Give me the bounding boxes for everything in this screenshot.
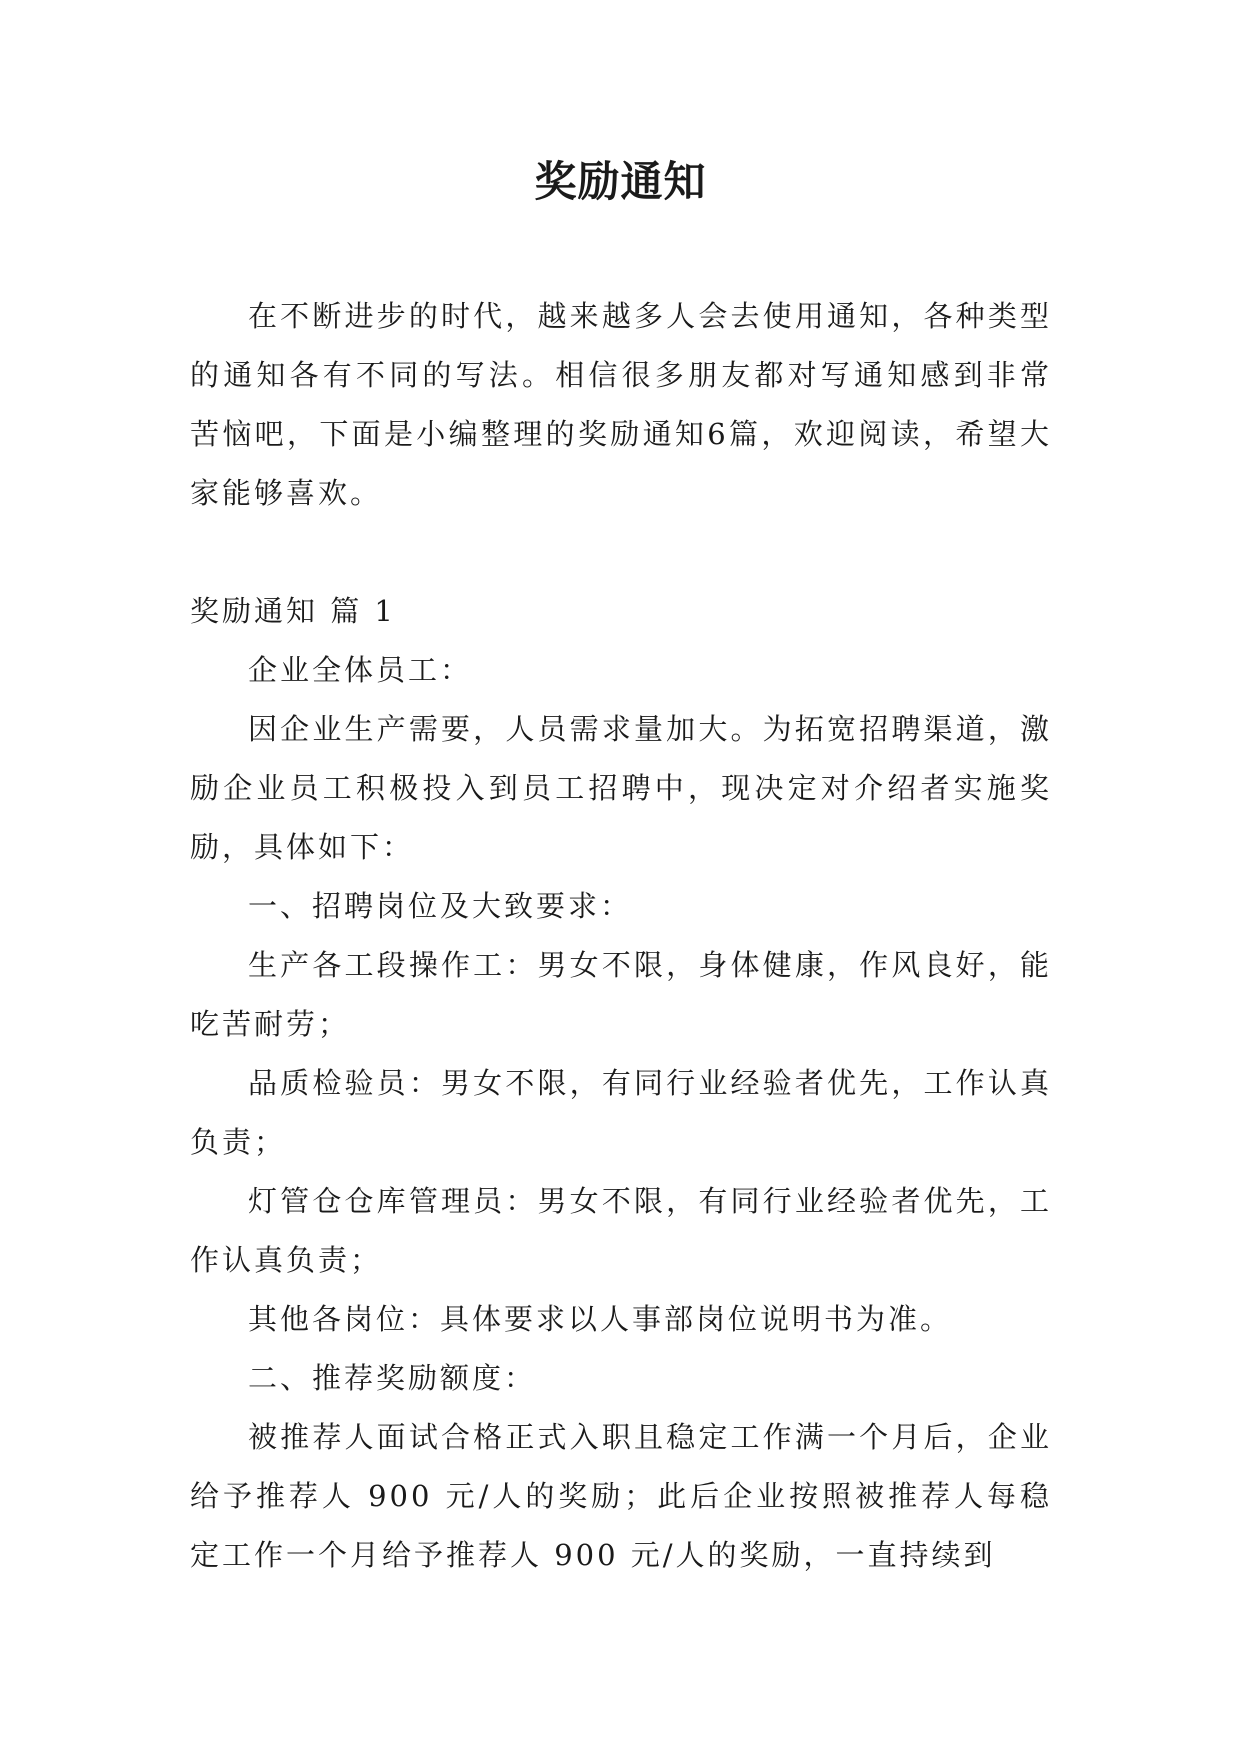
paragraph-spacer xyxy=(190,523,1052,582)
body-paragraph-heading-reward: 二、推荐奖励额度： xyxy=(248,1361,537,1395)
body-paragraph-salutation: 企业全体员工： xyxy=(248,653,473,687)
body-paragraph-other-positions: 其他各岗位：具体要求以人事部岗位说明书为准。 xyxy=(248,1302,953,1336)
body-paragraph-warehouse: 灯管仓仓库管理员：男女不限，有同行业经验者优先，工作认真负责； xyxy=(190,1184,1052,1277)
body-paragraph-inspector: 品质检验员：男女不限，有同行业经验者优先，工作认真负责； xyxy=(190,1066,1052,1159)
body-paragraph-reward-amount: 被推荐人面试合格正式入职且稳定工作满一个月后，企业给予推荐人 900 元/人的奖励；此后企业按照被推荐人每稳定工作一个月给予推荐人 900 元/人的奖励，一直持续到 xyxy=(190,1420,1052,1572)
body-paragraph-purpose: 因企业生产需要，人员需求量加大。为拓宽招聘渠道，激励企业员工积极投入到员工招聘中，现决定对介绍者实施奖励，具体如下： xyxy=(190,712,1052,864)
intro-paragraph: 在不断进步的时代，越来越多人会去使用通知，各种类型的通知各有不同的写法。相信很多朋友都对写通知感到非常苦恼吧，下面是小编整理的奖励通知6篇，欢迎阅读，希望大家能够喜欢。 xyxy=(190,299,1052,510)
body-paragraph-operator: 生产各工段操作工：男女不限，身体健康，作风良好，能吃苦耐劳； xyxy=(190,948,1052,1041)
document-body xyxy=(190,287,1052,1585)
section-heading: 奖励通知 篇 1 xyxy=(190,594,396,628)
body-paragraph-heading-positions: 一、招聘岗位及大致要求： xyxy=(248,889,633,923)
document-title: 奖励通知 xyxy=(534,157,707,206)
